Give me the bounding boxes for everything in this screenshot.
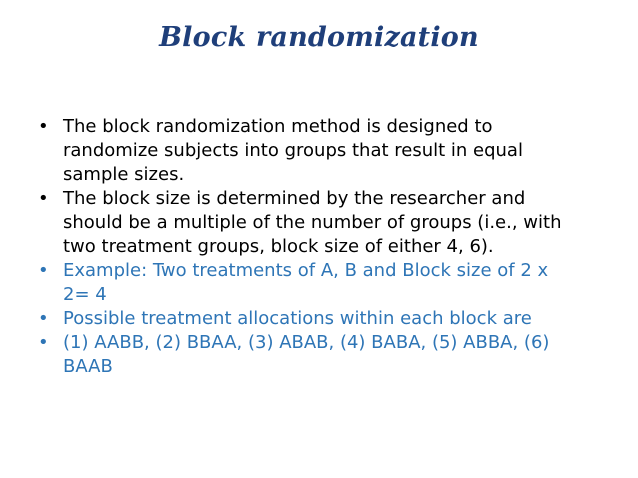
bullet-line: (1) AABB, (2) BBAA, (3) ABAB, (4) BABA, (5) ABBA, (6) bbox=[63, 332, 550, 353]
bullet-line: BAAB bbox=[63, 356, 113, 377]
bullet-item bbox=[38, 115, 598, 187]
bullet-line: The block randomization method is designed to bbox=[63, 116, 493, 137]
bullet-line: should be a multiple of the number of groups (i.e., with bbox=[63, 212, 562, 233]
bullet-icon: • bbox=[38, 116, 49, 137]
slide-title: Block randomization bbox=[159, 22, 479, 53]
bullet-item bbox=[38, 307, 598, 331]
bullet-line: 2= 4 bbox=[63, 284, 107, 305]
bullet-line: two treatment groups, block size of either 4, 6). bbox=[63, 236, 494, 257]
bullet-line: sample sizes. bbox=[63, 164, 185, 185]
bullet-item bbox=[38, 187, 598, 259]
bullet-icon: • bbox=[38, 332, 49, 353]
bullet-icon: • bbox=[38, 308, 49, 329]
bullet-line: randomize subjects into groups that result in equal bbox=[63, 140, 523, 161]
bullet-icon: • bbox=[38, 260, 49, 281]
bullet-line: Possible treatment allocations within each block are bbox=[63, 308, 532, 329]
bullet-icon: • bbox=[38, 188, 49, 209]
bullet-line: Example: Two treatments of A, B and Block size of 2 x bbox=[63, 260, 549, 281]
bullet-list bbox=[38, 115, 598, 379]
bullet-item bbox=[38, 259, 598, 307]
bullet-item bbox=[38, 331, 598, 379]
bullet-line: The block size is determined by the researcher and bbox=[63, 188, 526, 209]
